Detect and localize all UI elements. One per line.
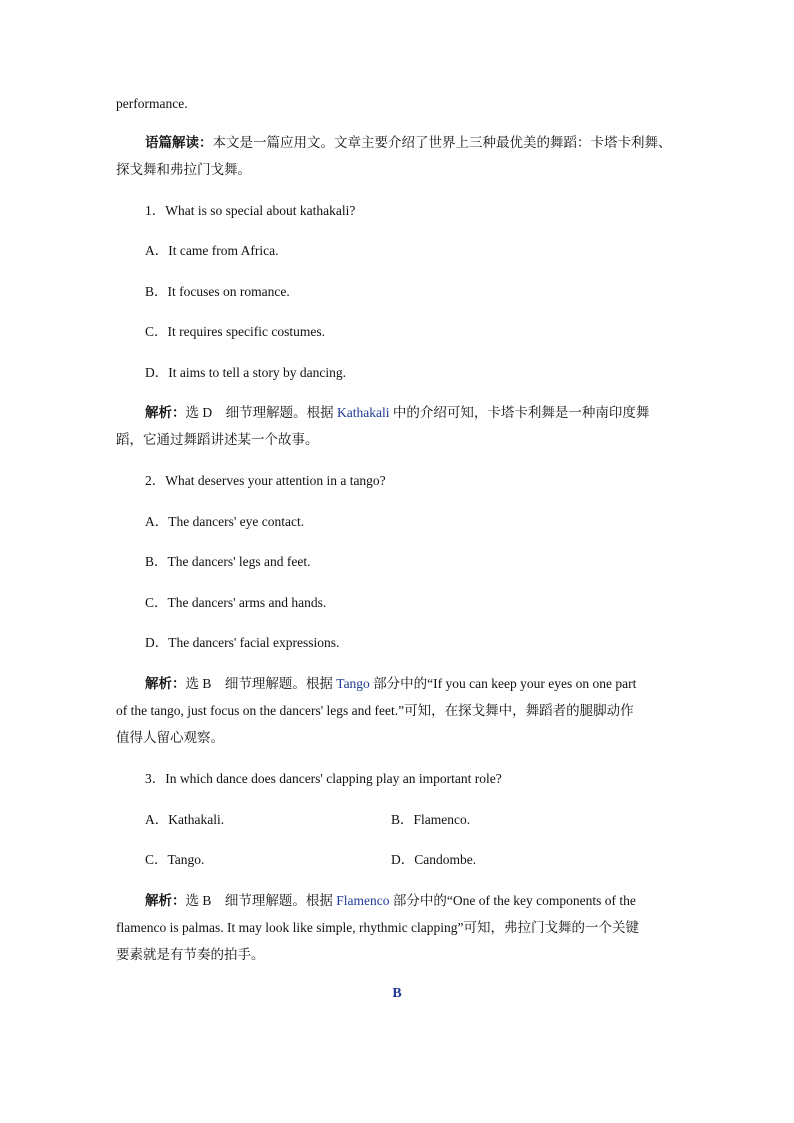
question-2-analysis-line-1 <box>145 674 636 694</box>
summary-line-1 <box>145 133 672 153</box>
question-3-analysis-line-3: 要素就是有节奏的拍手。 <box>116 947 265 962</box>
analysis-text: 选 B 细节理解题。根据 <box>185 676 337 691</box>
question-3-option-b: B．Flamenco. <box>391 812 471 827</box>
question-1-stem: 1．What is so special about kathakali? <box>145 203 356 218</box>
question-2-option-b: B．The dancers' legs and feet. <box>145 554 311 569</box>
question-3-option-c: C．Tango. <box>145 852 205 867</box>
section-ref-flamenco: Flamenco <box>336 893 390 908</box>
question-1-option-d: D．It aims to tell a story by dancing. <box>145 365 346 380</box>
question-3-option-a: A．Kathakali. <box>145 812 225 827</box>
carryover-text: performance. <box>116 96 188 111</box>
question-1-option-a: A．It came from Africa. <box>145 243 279 258</box>
question-2-option-c: C．The dancers' arms and hands. <box>145 595 327 610</box>
question-3-stem: 3．In which dance does dancers' clapping play an important role? <box>145 771 502 786</box>
question-1-option-b: B．It focuses on romance. <box>145 284 290 299</box>
section-heading-b: B <box>392 986 402 1001</box>
question-1-analysis-line-2: 蹈，它通过舞蹈讲述某一个故事。 <box>116 432 319 447</box>
analysis-text: 选 B 细节理解题。根据 <box>185 893 337 908</box>
summary-text-1: 本文是一篇应用文。文章主要介绍了世界上三种最优美的舞蹈：卡塔卡利舞、 <box>212 135 672 150</box>
question-2-analysis-line-2: of the tango, just focus on the dancers' legs and feet.”可知，在探戈舞中，舞蹈者的腿脚动作 <box>116 703 634 718</box>
question-2-option-d: D．The dancers' facial expressions. <box>145 635 340 650</box>
section-ref-kathakali: Kathakali <box>337 405 390 420</box>
question-2-analysis-line-3: 值得人留心观察。 <box>116 730 224 745</box>
analysis-label: 解析： <box>145 676 186 691</box>
question-1-option-c: C．It requires specific costumes. <box>145 324 325 339</box>
analysis-text: 中的介绍可知，卡塔卡利舞是一种南印度舞 <box>389 405 650 420</box>
question-3-option-d: D．Candombe. <box>391 852 477 867</box>
question-2-option-a: A．The dancers' eye contact. <box>145 514 305 529</box>
summary-label: 语篇解读： <box>145 135 213 150</box>
analysis-text: 部分中的“If you can keep your eyes on one part <box>369 676 637 691</box>
question-3-analysis-line-2: flamenco is palmas. It may look like simple, rhythmic clapping”可知，弗拉门戈舞的一个关键 <box>116 920 640 935</box>
analysis-label: 解析： <box>145 893 186 908</box>
question-1-analysis-line-1 <box>145 403 649 423</box>
summary-line-2: 探戈舞和弗拉门戈舞。 <box>116 162 251 177</box>
analysis-label: 解析： <box>145 405 186 420</box>
question-3-analysis-line-1 <box>145 891 636 911</box>
analysis-text: 选 D 细节理解题。根据 <box>185 405 337 420</box>
section-ref-tango: Tango <box>336 676 370 691</box>
analysis-text: 部分中的“One of the key components of the <box>389 893 636 908</box>
question-2-stem: 2．What deserves your attention in a tango? <box>145 473 386 488</box>
